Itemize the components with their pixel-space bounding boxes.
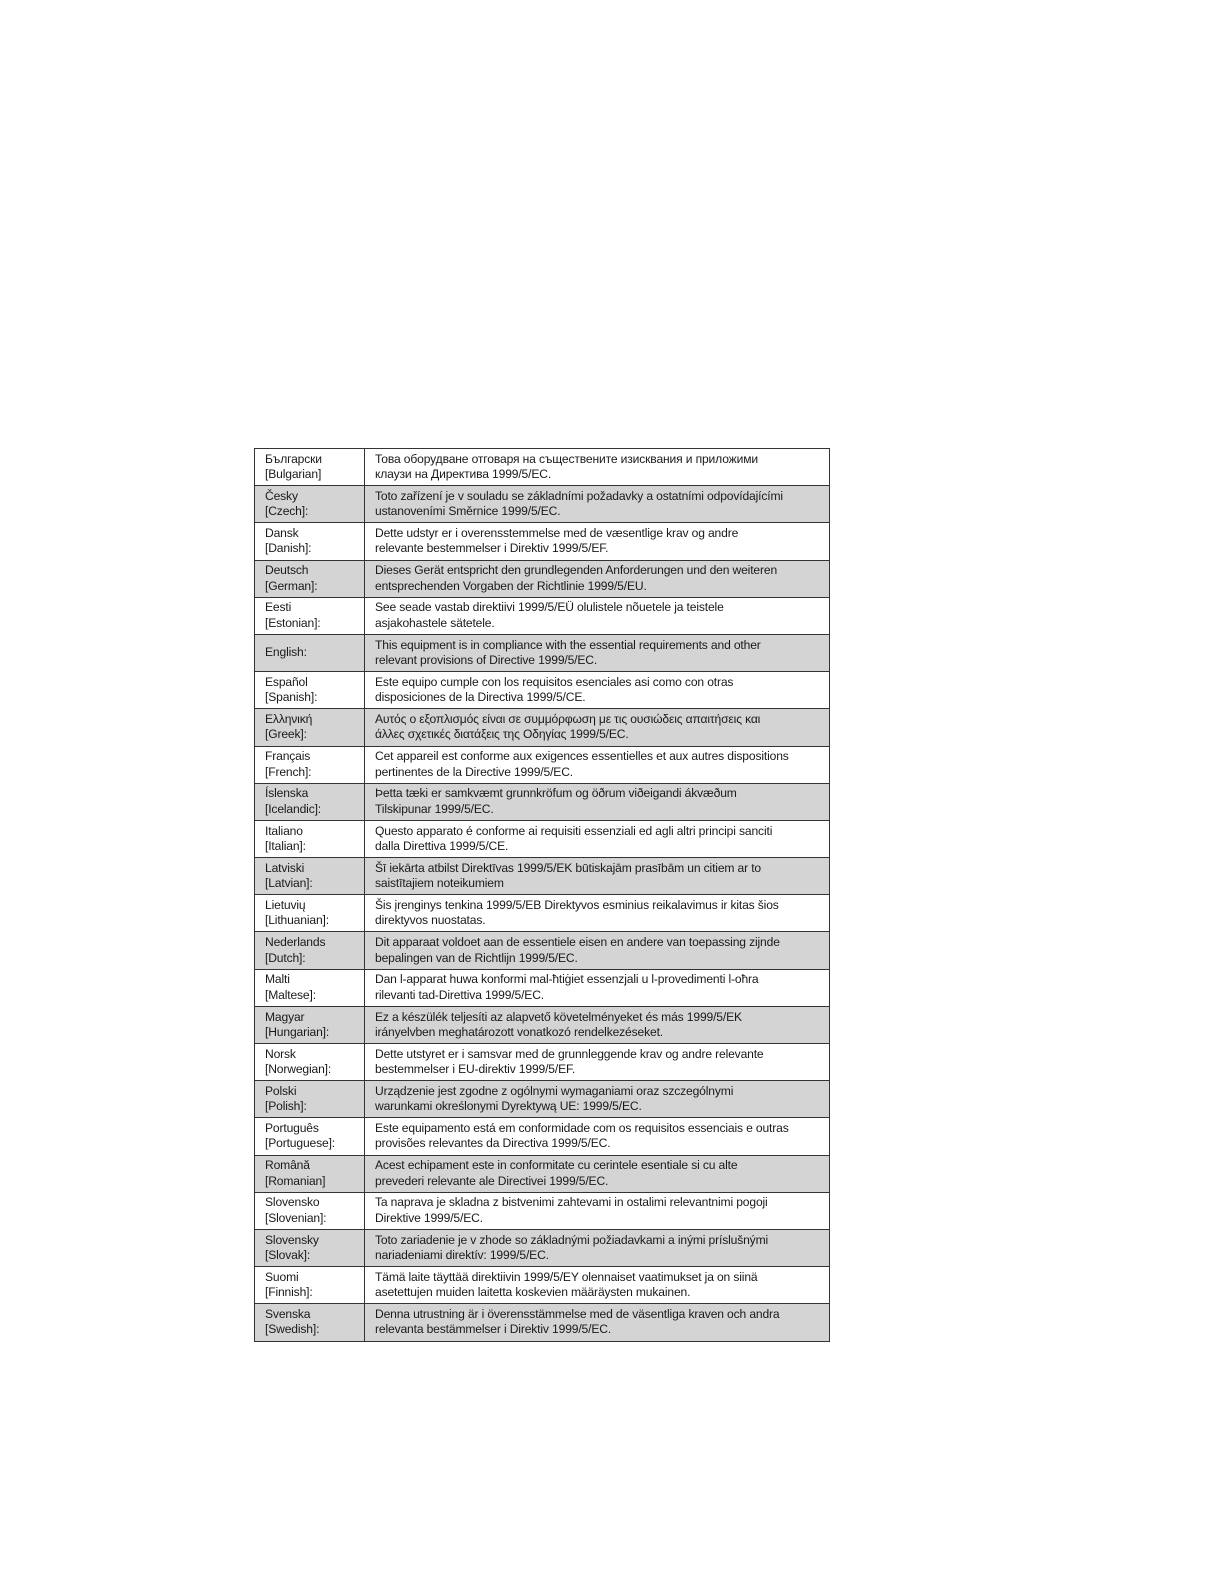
language-label: English: [265,645,307,660]
language-cell [255,783,365,820]
declaration-text-line: Dette utstyret er i samsvar med de grunnleggende krav og andre relevante [375,1046,764,1061]
language-cell [255,1006,365,1043]
declaration-text-line: Cet appareil est conforme aux exigences essentielles et aux autres dispositions [375,749,789,764]
declaration-text-line: Þetta tæki er samkvæmt grunnkröfum og öðrum viðeigandi ákvæðum [375,786,737,801]
language-label: Nederlands [265,935,326,950]
table-row [255,449,830,486]
language-label: [Polish]: [265,1099,307,1114]
language-cell [255,1192,365,1229]
declaration-text-line: direktyvos nuostatas. [375,913,486,928]
language-cell [255,634,365,671]
declaration-text-line: disposiciones de la Directiva 1999/5/CE. [375,690,586,705]
language-label: Norsk [265,1046,296,1061]
language-label: [Greek]: [265,727,307,742]
declaration-text-line: Това оборудване отговаря на съществените изисквания и приложими [375,451,758,466]
declaration-text-cell [365,672,830,709]
declaration-text-line: This equipment is in compliance with the essential requirements and other [375,637,761,652]
table-row [255,858,830,895]
declaration-text-cell [365,449,830,486]
declaration-text-line: Dette udstyr er i overensstemmelse med de væsentlige krav og andre [375,526,739,541]
declaration-text-cell [365,820,830,857]
declaration-text-line: Toto zařízení je v souladu se základními požadavky a ostatními odpovídajícími [375,488,783,503]
declaration-text-line: άλλες σχετικές διατάξεις της Οδηγίας 1999/5/EC. [375,727,629,742]
declaration-text-line: Šī iekārta atbilst Direktīvas 1999/5/EK būtiskajām prasībām un citiem ar to [375,860,762,875]
language-label: [Portuguese]: [265,1136,335,1151]
declaration-text-cell [365,1229,830,1266]
table-row [255,634,830,671]
language-label: Română [265,1158,310,1173]
table-row [255,820,830,857]
language-label: Dansk [265,526,299,541]
declaration-text-cell [365,486,830,523]
declaration-text-cell [365,1267,830,1304]
language-cell [255,1267,365,1304]
declaration-text-cell [365,1155,830,1192]
declaration-text-line: Ta naprava je skladna z bistvenimi zahtevami in ostalimi relevantnimi pogoji [375,1195,768,1210]
declaration-text-line: irányelvben meghatározott vonatkozó rendelkezéseket. [375,1024,664,1039]
language-label: [Lithuanian]: [265,913,329,928]
language-label: [Bulgarian] [265,467,322,482]
language-cell [255,969,365,1006]
language-label: Lietuvių [265,897,306,912]
language-label: Latviski [265,860,305,875]
declaration-text-line: Dan l-apparat huwa konformi mal-ħtiġiet essenzjali u l-provedimenti l-oħra [375,972,759,987]
table-row [255,1081,830,1118]
language-cell [255,597,365,634]
declaration-text-line: Urządzenie jest zgodne z ogólnymi wymaganiami oraz szczególnymi [375,1083,734,1098]
table-row [255,486,830,523]
table-row [255,1044,830,1081]
language-label: Italiano [265,823,303,838]
declaration-text-line: asjakohastele sätetele. [375,615,495,630]
language-cell [255,746,365,783]
declaration-text-line: relevanta bestämmelser i Direktiv 1999/5/EC. [375,1322,612,1337]
declaration-text-line: relevante bestemmelser i Direktiv 1999/5/EF. [375,541,609,556]
declaration-text-line: Dit apparaat voldoet aan de essentiele eisen en andere van toepassing zijnde [375,935,780,950]
declaration-text-cell [365,709,830,746]
table-row [255,1267,830,1304]
declaration-text-line: prevederi relevante ale Directivei 1999/5/EC. [375,1173,609,1188]
table-row [255,1118,830,1155]
declaration-text-cell [365,1081,830,1118]
declaration-text-line: entsprechenden Vorgaben der Richtlinie 1999/5/EU. [375,578,647,593]
language-cell [255,486,365,523]
language-cell [255,449,365,486]
language-label: [Spanish]: [265,690,318,705]
language-label: [Maltese]: [265,987,316,1002]
declaration-text-line: warunkami określonymi Dyrektywą UE: 1999/5/EC. [375,1099,642,1114]
declaration-text-cell [365,858,830,895]
declaration-text-cell [365,560,830,597]
declaration-text-cell [365,969,830,1006]
language-label: [Romanian] [265,1173,326,1188]
language-cell [255,709,365,746]
declaration-text-line: Questo apparato é conforme ai requisiti essenziali ed agli altri principi sanciti [375,823,773,838]
language-label: Ελληνική [265,712,313,726]
language-label: Česky [265,488,298,503]
language-label: Svenska [265,1307,311,1321]
table-row [255,895,830,932]
table-row [255,523,830,560]
language-label: Deutsch [265,563,309,578]
table-row [255,1192,830,1229]
declaration-text-cell [365,1192,830,1229]
table-row [255,746,830,783]
table-row [255,560,830,597]
language-label: Português [265,1121,319,1136]
language-label: [Slovak]: [265,1248,311,1263]
declaration-text-line: pertinentes de la Directive 1999/5/EC. [375,764,573,779]
language-cell [255,1081,365,1118]
language-cell [255,523,365,560]
declaration-text-line: nariadeniami direktív: 1999/5/EC. [375,1248,549,1263]
declaration-text-cell [365,783,830,820]
language-cell [255,1044,365,1081]
language-cell [255,858,365,895]
declaration-text-line: Ez a készülék teljesíti az alapvető követelményeket és más 1999/5/EK [375,1009,742,1024]
language-label: Français [265,749,311,764]
declaration-text-cell [365,1006,830,1043]
declaration-text-line: asetettujen muiden laitetta koskevien määräysten mukainen. [375,1285,691,1300]
declaration-text-cell [365,597,830,634]
declaration-text-line: saistītajiem noteikumiem [375,876,504,891]
language-label: [Icelandic]: [265,801,322,816]
language-label: [German]: [265,578,318,593]
table-row [255,969,830,1006]
language-label: Español [265,674,308,689]
language-label: Suomi [265,1269,299,1284]
language-label: [Czech]: [265,504,309,519]
declaration-text-line: Tämä laite täyttää direktiivin 1999/5/EY olennaiset vaatimukset ja on siinä [375,1269,758,1284]
table-row [255,1304,830,1341]
declaration-text-line: Este equipamento está em conformidade com os requisitos essenciais e outras [375,1121,789,1136]
table-row [255,1155,830,1192]
language-label: Slovensko [265,1195,320,1210]
language-label: [Swedish]: [265,1322,320,1337]
language-label: Slovensky [265,1232,319,1247]
table-row [255,672,830,709]
declaration-text-line: provisões relevantes da Directiva 1999/5/EC. [375,1136,611,1151]
language-cell [255,560,365,597]
language-label: [Estonian]: [265,615,321,630]
declaration-text-line: See seade vastab direktiivi 1999/5/EÜ olulistele nõuetele ja teistele [375,600,724,615]
language-cell [255,672,365,709]
declaration-text-line: Este equipo cumple con los requisitos esenciales asi como con otras [375,674,734,689]
declaration-text-line: Šis įrenginys tenkina 1999/5/EB Direktyvos esminius reikalavimus ir kitas šios [375,897,779,912]
table-row [255,1006,830,1043]
language-label: [Italian]: [265,838,306,853]
language-cell [255,932,365,969]
language-cell [255,820,365,857]
language-label: [Norwegian]: [265,1062,332,1077]
language-label: Malti [265,972,290,987]
language-label: [Danish]: [265,541,312,556]
declaration-text-line: Acest echipament este in conformitate cu cerintele esentiale si cu alte [375,1158,738,1173]
declaration-text-line: Denna utrustning är i överensstämmelse med de väsentliga kraven och andra [375,1307,780,1321]
language-cell [255,1304,365,1341]
declaration-text-line: Toto zariadenie je v zhode so základnými požiadavkami a inými príslušnými [375,1232,769,1247]
declaration-text-line: Dieses Gerät entspricht den grundlegenden Anforderungen und den weiteren [375,563,778,578]
language-label: Magyar [265,1009,305,1024]
declaration-text-line: bestemmelser i EU-direktiv 1999/5/EF. [375,1062,576,1077]
declaration-text-cell [365,1304,830,1341]
language-label: [French]: [265,764,312,779]
declaration-text-line: rilevanti tad-Direttiva 1999/5/EC. [375,987,544,1002]
table-row [255,783,830,820]
language-cell [255,1118,365,1155]
declaration-text-cell [365,746,830,783]
declaration-text-cell [365,1044,830,1081]
declaration-text-line: клаузи на Директива 1999/5/ЕС. [375,467,552,482]
declaration-text-line: dalla Direttiva 1999/5/CE. [375,838,509,853]
declaration-text-cell [365,895,830,932]
declaration-text-cell [365,932,830,969]
language-label: [Hungarian]: [265,1024,330,1039]
declaration-text-cell [365,1118,830,1155]
table-row [255,932,830,969]
language-label: [Finnish]: [265,1285,313,1300]
table-row [255,597,830,634]
language-cell [255,1229,365,1266]
compliance-declarations-table [254,448,830,1342]
language-label: [Slovenian]: [265,1210,327,1225]
language-label: Eesti [265,600,292,615]
language-label: Български [265,451,322,466]
declaration-text-cell [365,523,830,560]
declaration-text-line: Tilskipunar 1999/5/EC. [375,801,494,816]
language-cell [255,895,365,932]
language-label: [Latvian]: [265,876,313,891]
declaration-text-line: ustanoveními Směrnice 1999/5/EC. [375,504,561,519]
declaration-text-line: relevant provisions of Directive 1999/5/EC. [375,653,598,668]
compliance-table-body [255,449,830,1342]
table-row [255,1229,830,1266]
declaration-text-line: Αυτός ο εξοπλισμός είναι σε συμμόρφωση με τις ουσιώδεις απαιτήσεις και [375,712,761,726]
language-label: Polski [265,1083,297,1098]
table-row [255,709,830,746]
declaration-text-line: bepalingen van de Richtlijn 1999/5/EC. [375,950,578,965]
declaration-text-line: Direktive 1999/5/EC. [375,1210,483,1225]
language-cell [255,1155,365,1192]
language-label: [Dutch]: [265,950,306,965]
language-label: Íslenska [265,786,309,801]
declaration-text-cell [365,634,830,671]
